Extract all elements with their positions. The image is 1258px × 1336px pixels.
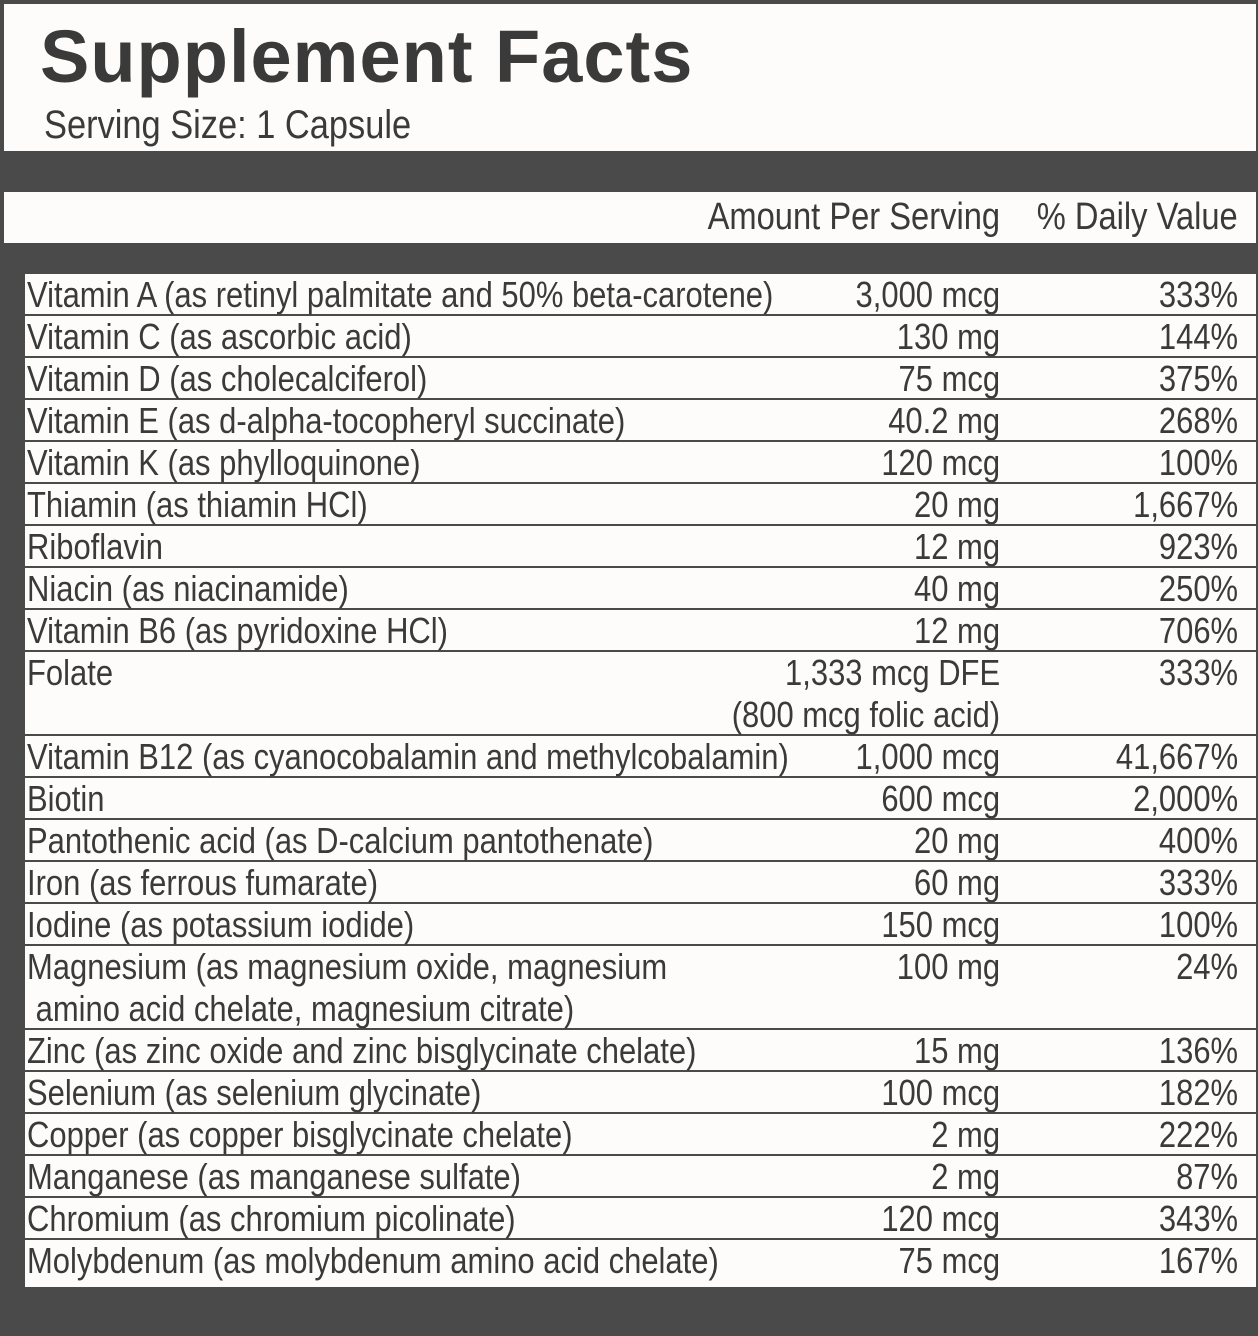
nutrient-daily-value <box>1146 1198 1238 1240</box>
nutrient-daily-value <box>1146 1072 1238 1114</box>
nutrient-name <box>27 820 755 862</box>
nutrient-amount <box>900 484 1000 526</box>
nutrient-amount <box>900 568 1000 610</box>
nutrient-amount <box>862 1198 1000 1240</box>
nutrient-name-text: Selenium (as selenium glycinate) <box>27 1072 482 1113</box>
nutrient-amount-text: 20 mg <box>913 484 1000 525</box>
nutrient-daily-value-text: 333% <box>1158 862 1238 903</box>
nutrient-amount-text: 100 mg <box>896 946 1000 987</box>
nutrient-daily-value-text: 24% <box>1176 946 1238 987</box>
nutrient-name <box>27 1072 555 1114</box>
nutrient-amount-text: 2 mg <box>931 1114 1000 1155</box>
nutrient-amount <box>900 526 1000 568</box>
nutrient-row <box>25 1072 1256 1114</box>
nutrient-name <box>27 526 185 568</box>
nutrient-daily-value <box>1146 526 1238 568</box>
nutrient-daily-value <box>1116 778 1238 820</box>
nutrient-name <box>27 1198 595 1240</box>
nutrient-name-text: Vitamin E (as d-alpha-tocopheryl succinate) <box>27 400 626 441</box>
nutrient-row <box>25 652 1256 736</box>
nutrient-daily-value <box>1146 358 1238 400</box>
nutrient-name-text: Riboflavin <box>27 526 163 567</box>
nutrient-amount-text: 60 mg <box>913 862 1000 903</box>
nutrient-daily-value-text: 250% <box>1158 568 1238 609</box>
nutrient-amount-text: 100 mcg <box>881 1072 1000 1113</box>
nutrient-name-text: Magnesium (as magnesium oxide, magnesium amino acid chelate, magnesium citrate) <box>27 946 668 1029</box>
nutrient-daily-value <box>1096 736 1238 778</box>
serving-size: Serving Size: 1 Capsule <box>44 103 412 147</box>
nutrient-amount-text: 1,000 mcg <box>855 736 1000 777</box>
nutrient-amount-text: 3,000 mcg <box>855 274 1000 315</box>
nutrient-amount-text: 75 mcg <box>898 1240 1000 1281</box>
nutrient-amount <box>688 652 1000 736</box>
nutrient-name <box>27 1156 601 1198</box>
nutrient-name-text: Niacin (as niacinamide) <box>27 568 349 609</box>
nutrient-name-text: Chromium (as chromium picolinate) <box>27 1198 516 1239</box>
nutrient-daily-value <box>1146 862 1238 904</box>
nutrient-amount <box>900 610 1000 652</box>
nutrient-row <box>25 904 1256 946</box>
nutrient-daily-value <box>1146 904 1238 946</box>
nutrient-row <box>25 736 1256 778</box>
nutrient-amount <box>862 904 1000 946</box>
nutrient-amount <box>900 820 1000 862</box>
nutrient-name-text: Iodine (as potassium iodide) <box>27 904 415 945</box>
nutrient-amount-text: 40 mg <box>913 568 1000 609</box>
nutrient-amount <box>880 946 1000 988</box>
nutrient-row <box>25 568 1256 610</box>
amount-column-header: Amount Per Serving <box>707 196 1000 238</box>
nutrient-daily-value <box>1146 820 1238 862</box>
nutrient-row <box>25 946 1256 1030</box>
nutrient-amount <box>870 400 1000 442</box>
nutrient-amount-text: 1,333 mcg DFE (800 mcg folic acid) <box>731 652 1000 735</box>
nutrient-name <box>27 862 435 904</box>
nutrient-daily-value <box>1116 484 1238 526</box>
nutrient-name-text: Iron (as ferrous fumarate) <box>27 862 379 903</box>
nutrient-daily-value <box>1146 652 1238 694</box>
nutrient-daily-value-text: 400% <box>1158 820 1238 861</box>
nutrient-amount <box>920 1156 1000 1198</box>
nutrient-amount-text: 40.2 mg <box>888 400 1000 441</box>
nutrient-row <box>25 316 1256 358</box>
nutrient-name-text: Zinc (as zinc oxide and zinc bisglycinate chelate) <box>27 1030 697 1071</box>
nutrient-name <box>27 400 723 442</box>
nutrient-amount <box>882 358 1000 400</box>
nutrient-daily-value-text: 343% <box>1158 1198 1238 1239</box>
nutrient-daily-value-text: 706% <box>1158 610 1238 651</box>
nutrient-row <box>25 1198 1256 1240</box>
nutrient-name-text: Folate <box>27 652 114 693</box>
nutrient-amount-text: 150 mcg <box>881 904 1000 945</box>
nutrient-name <box>27 1240 831 1282</box>
nutrient-amount-text: 15 mg <box>913 1030 1000 1071</box>
nutrient-daily-value-text: 923% <box>1158 526 1238 567</box>
nutrient-row <box>25 1240 1256 1282</box>
nutrient-name <box>27 316 475 358</box>
nutrient-row <box>25 400 1256 442</box>
nutrient-name <box>27 484 423 526</box>
nutrient-daily-value <box>1146 1030 1238 1072</box>
nutrient-name <box>27 1114 661 1156</box>
nutrient-daily-value-text: 375% <box>1158 358 1238 399</box>
nutrient-amount <box>882 1240 1000 1282</box>
nutrient-name <box>27 1030 805 1072</box>
label-title: Supplement Facts <box>40 15 694 98</box>
nutrient-name-text: Vitamin D (as cholecalciferol) <box>27 358 428 399</box>
nutrient-row <box>25 358 1256 400</box>
nutrient-table <box>25 274 1256 1287</box>
nutrient-daily-value-text: 167% <box>1158 1240 1238 1281</box>
nutrient-daily-value <box>1146 274 1238 316</box>
nutrient-amount <box>832 274 1000 316</box>
nutrient-name-text: Vitamin K (as phylloquinone) <box>27 442 421 483</box>
nutrient-daily-value-text: 1,667% <box>1132 484 1238 525</box>
nutrient-row <box>25 820 1256 862</box>
nutrient-row <box>25 1030 1256 1072</box>
nutrient-name <box>27 274 895 316</box>
nutrient-daily-value-text: 268% <box>1158 400 1238 441</box>
nutrient-daily-value <box>1146 1114 1238 1156</box>
nutrient-row <box>25 778 1256 820</box>
nutrient-row <box>25 1114 1256 1156</box>
daily-value-column-header: % Daily Value <box>1036 196 1238 238</box>
nutrient-name <box>27 736 913 778</box>
nutrient-amount <box>862 778 1000 820</box>
nutrient-name <box>27 946 771 1030</box>
nutrient-daily-value <box>1166 1156 1238 1198</box>
nutrient-name-text: Vitamin B12 (as cyanocobalamin and methylcobalamin) <box>27 736 789 777</box>
nutrient-amount-text: 12 mg <box>913 526 1000 567</box>
nutrient-daily-value <box>1146 400 1238 442</box>
nutrient-daily-value-text: 144% <box>1158 316 1238 357</box>
nutrient-name <box>27 904 477 946</box>
nutrient-row <box>25 274 1256 316</box>
nutrient-name-text: Biotin <box>27 778 105 819</box>
nutrient-name-text: Copper (as copper bisglycinate chelate) <box>27 1114 573 1155</box>
nutrient-amount-text: 120 mcg <box>881 442 1000 483</box>
label-header <box>4 4 1256 151</box>
nutrient-daily-value <box>1146 316 1238 358</box>
nutrient-daily-value <box>1146 442 1238 484</box>
nutrient-name-text: Thiamin (as thiamin HCl) <box>27 484 368 525</box>
nutrient-daily-value <box>1166 946 1238 988</box>
nutrient-daily-value-text: 222% <box>1158 1114 1238 1155</box>
nutrient-amount-text: 130 mg <box>896 316 1000 357</box>
column-header-row <box>4 192 1256 243</box>
nutrient-amount-text: 75 mcg <box>898 358 1000 399</box>
nutrient-daily-value <box>1146 568 1238 610</box>
nutrient-amount <box>832 736 1000 778</box>
nutrient-amount-text: 600 mcg <box>881 778 1000 819</box>
nutrient-amount <box>862 1072 1000 1114</box>
nutrient-name-text: Vitamin B6 (as pyridoxine HCl) <box>27 610 448 651</box>
nutrient-daily-value-text: 333% <box>1158 652 1238 693</box>
nutrient-amount <box>900 1030 1000 1072</box>
nutrient-name-text: Vitamin A (as retinyl palmitate and 50% beta-carotene) <box>27 274 774 315</box>
nutrient-amount <box>862 442 1000 484</box>
nutrient-name <box>27 610 517 652</box>
nutrient-amount-text: 2 mg <box>931 1156 1000 1197</box>
nutrient-name-text: Manganese (as manganese sulfate) <box>27 1156 521 1197</box>
nutrient-row <box>25 442 1256 484</box>
nutrient-amount-text: 120 mcg <box>881 1198 1000 1239</box>
nutrient-name-text: Molybdenum (as molybdenum amino acid chelate) <box>27 1240 719 1281</box>
nutrient-row <box>25 862 1256 904</box>
nutrient-name-text: Vitamin C (as ascorbic acid) <box>27 316 412 357</box>
nutrient-name <box>27 652 127 694</box>
nutrient-row <box>25 526 1256 568</box>
nutrient-amount-text: 20 mg <box>913 820 1000 861</box>
nutrient-daily-value-text: 100% <box>1158 904 1238 945</box>
nutrient-daily-value-text: 182% <box>1158 1072 1238 1113</box>
nutrient-daily-value-text: 136% <box>1158 1030 1238 1071</box>
nutrient-daily-value-text: 87% <box>1176 1156 1238 1197</box>
nutrient-name-text: Pantothenic acid (as D-calcium pantothenate) <box>27 820 654 861</box>
nutrient-amount-text: 12 mg <box>913 610 1000 651</box>
nutrient-name <box>27 778 117 820</box>
nutrient-name <box>27 442 485 484</box>
nutrient-name <box>27 358 493 400</box>
nutrient-row <box>25 610 1256 652</box>
nutrient-daily-value-text: 2,000% <box>1132 778 1238 819</box>
nutrient-name <box>27 568 401 610</box>
nutrient-daily-value-text: 100% <box>1158 442 1238 483</box>
nutrient-daily-value-text: 41,667% <box>1115 736 1238 777</box>
nutrient-amount <box>900 862 1000 904</box>
nutrient-amount <box>880 316 1000 358</box>
nutrient-daily-value <box>1146 610 1238 652</box>
nutrient-daily-value <box>1146 1240 1238 1282</box>
nutrient-daily-value-text: 333% <box>1158 274 1238 315</box>
nutrient-row <box>25 1156 1256 1198</box>
nutrient-amount <box>920 1114 1000 1156</box>
nutrient-row <box>25 484 1256 526</box>
